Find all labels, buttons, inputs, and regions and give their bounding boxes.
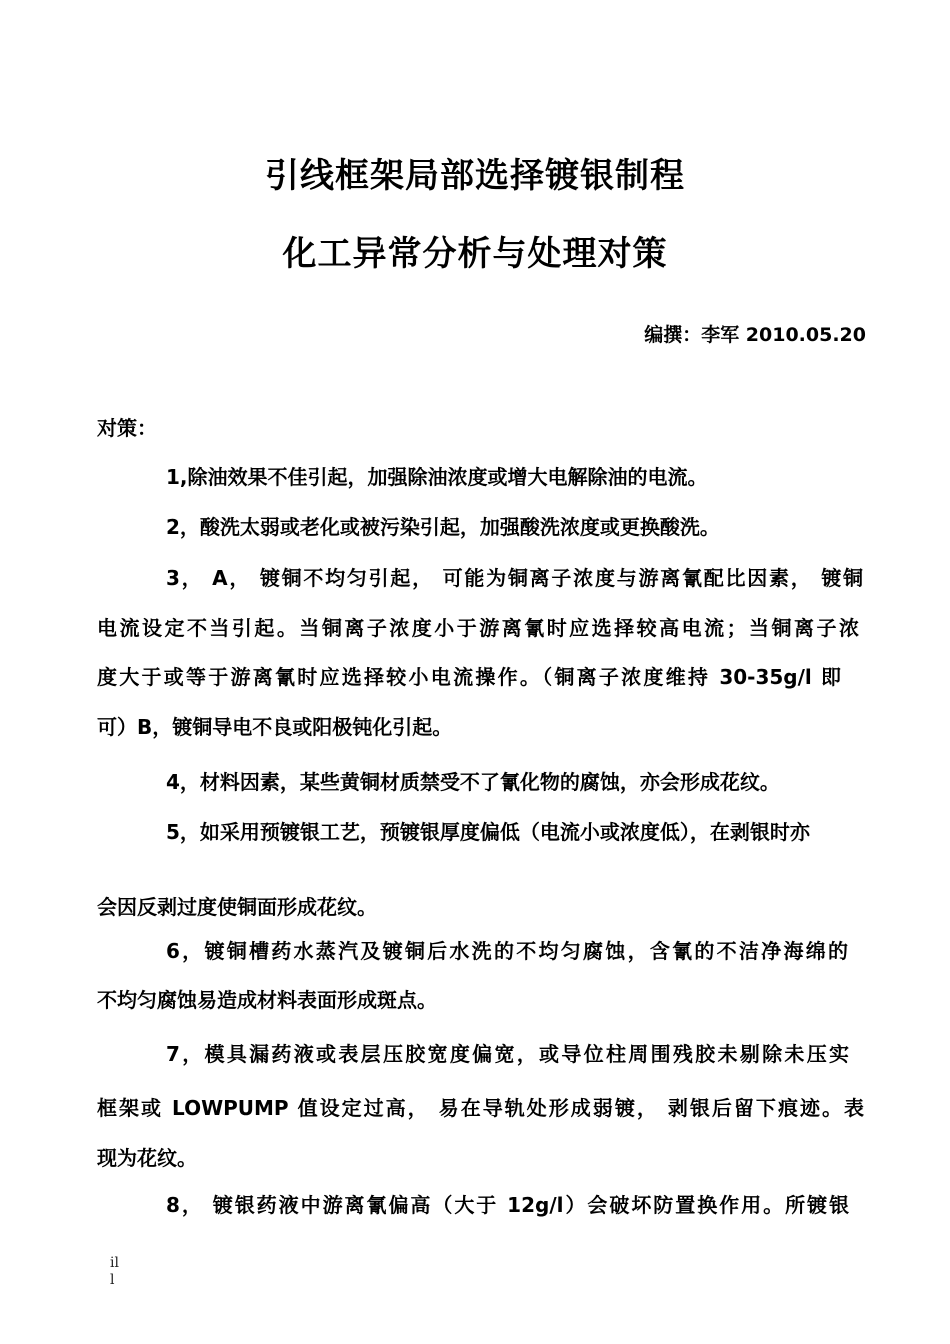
document-title-line-1: 引线框架局部选择镀银制程 xyxy=(265,156,685,196)
body-line-8: 5，如采用预镀银工艺，预镀银厚度偏低（电流小或浓度低），在剥银时亦 xyxy=(166,820,810,844)
body-line-15: 8， 镀银药液中游离氰偏高（大于 12g/l）会破坏防置换作用。所镀银 xyxy=(166,1193,849,1217)
body-line-5: 度大于或等于游离氰时应选择较小电流操作。（铜离子浓度维持 30-35g/l 即 xyxy=(97,665,841,689)
body-line-10: 6，镀铜槽药水蒸汽及镀铜后水洗的不均匀腐蚀，含氰的不洁净海绵的 xyxy=(166,939,848,963)
body-line-3: 3， A， 镀铜不均匀引起， 可能为铜离子浓度与游离氰配比因素， 镀铜 xyxy=(166,566,863,590)
footer-mark xyxy=(110,1255,119,1289)
body-line-12: 7，模具漏药液或表层压胶宽度偏宽，或导位柱周围残胶未剔除未压实 xyxy=(166,1042,849,1066)
footer-mark-line-1: il xyxy=(110,1255,119,1271)
body-line-11: 不均匀腐蚀易造成材料表面形成斑点。 xyxy=(97,988,437,1012)
body-line-2: 2，酸洗太弱或老化或被污染引起，加强酸洗浓度或更换酸洗。 xyxy=(166,515,720,539)
body-line-6: 可）B，镀铜导电不良或阳极钝化引起。 xyxy=(97,715,453,739)
body-line-9: 会因反剥过度使铜面形成花纹。 xyxy=(97,895,377,919)
footer-mark-line-2: l xyxy=(110,1272,115,1288)
section-label: 对策： xyxy=(97,416,157,440)
body-line-13: 框架或 LOWPUMP 值设定过高， 易在导轨处形成弱镀， 剥银后留下痕迹。表 xyxy=(97,1096,864,1120)
author-credit: 编撰：李军 2010.05.20 xyxy=(644,324,866,346)
body-line-7: 4，材料因素，某些黄铜材质禁受不了氰化物的腐蚀，亦会形成花纹。 xyxy=(166,770,780,794)
body-line-4: 电流设定不当引起。当铜离子浓度小于游离氰时应选择较高电流；当铜离子浓 xyxy=(97,616,859,640)
body-line-1: 1,除油效果不佳引起，加强除油浓度或增大电解除油的电流。 xyxy=(166,465,708,489)
body-line-14: 现为花纹。 xyxy=(97,1146,197,1170)
document-title-line-2: 化工异常分析与处理对策 xyxy=(282,234,668,274)
